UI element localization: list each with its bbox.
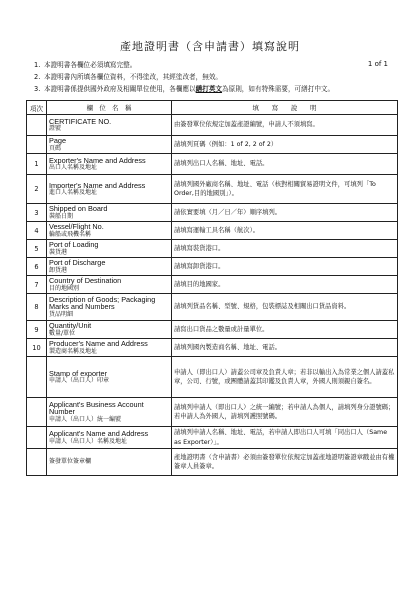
field-name-chinese: 證號 [49,125,62,133]
field-name-cell [47,222,172,240]
field-name-chinese: 申請人（出口人）名稱及地址 [49,437,128,445]
field-name-cell [47,175,172,204]
field-name-cell [47,240,172,258]
table-row [27,240,398,258]
field-name-english: Description of Goods; Packaging Marks and Numbers [49,294,156,312]
field-name-chinese: 貨品明細 [49,310,74,318]
table-row [27,222,398,240]
field-name-cell [47,115,172,136]
fill-instruction: 請填列貨品名稱、型號、規格，包裝標誌及相關出口貨品資料。 [172,294,398,321]
field-name-chinese: 申請人（出口人）印章 [49,377,110,385]
fill-instruction: 請依實要填（月／日／年）順序填列。 [172,204,398,222]
field-name-cell [47,449,172,476]
page-title: 產地證明書（含申請書）填寫說明 [120,40,300,53]
row-number [27,427,47,449]
field-name-english: Country of Destination [49,276,122,285]
field-name-english: Applicant's Business Account Number [49,399,144,417]
instruction-table [26,100,398,476]
table-row [27,294,398,321]
row-number: 8 [27,294,47,321]
table-row [27,449,398,476]
row-number: 10 [27,339,47,357]
fill-instruction: 請填列國內製造商名稱、地址、電話。 [172,339,398,357]
field-name-english: Importer's Name and Address [49,180,146,190]
table-row [27,154,398,175]
field-name-english: Stamp of exporter [49,368,107,378]
table-row [27,115,398,136]
instruction-3: 3. 本證明書係提供國外政府及相關單位使用，各欄應以繕打英文為原則，如有特殊需要，可繕打中文。 [34,85,335,93]
field-name-chinese: 申請人（出口人）統一編號 [49,415,122,423]
field-name-chinese: 數量/單位 [49,329,76,337]
fill-instruction: 請填列申請人名稱、地址、電話，若申請人即出口人可填「同出口人（Same as Exporter）」。 [172,427,398,449]
fill-instruction: 請填列頁碼（例如：1 of 2, 2 of 2） [172,136,398,154]
emphasis-text: 繕打英文 [195,85,223,93]
fill-instruction: 請填列國外廠商名稱、地址、電話（核對相關貿易證明文件，可填列「To Order,目的地國別」）。 [172,175,398,204]
fill-instruction: 由簽發單位依規定加蓋產證編號，申請人不須填寫。 [172,115,398,136]
instruction-2: 2. 本證明書內所填各欄位資料，不得塗改，其經塗改者，無效。 [34,73,223,81]
field-name-chinese: 裝貨港 [49,248,68,256]
field-name-chinese: 裝船日期 [49,212,74,220]
field-name-chinese: 出口人名稱及地址 [49,164,98,172]
table-row [27,276,398,294]
field-name-english: Vessel/Flight No. [49,222,104,231]
table-row [27,339,398,357]
table-row [27,398,398,427]
fill-instruction: 請填寫卸貨港口。 [172,258,398,276]
field-name-chinese: 輪船或飛機名稱 [49,230,92,238]
row-number: 6 [27,258,47,276]
page-indicator: 1 of 1 [367,60,388,68]
field-name-english: Producer's Name and Address [49,339,148,348]
table-row [27,258,398,276]
row-number [27,357,47,398]
row-number [27,449,47,476]
row-number: 9 [27,321,47,339]
field-name-english: Port of Loading [49,240,99,249]
field-name-cell [47,136,172,154]
fill-instruction: 請填列出口人名稱、地址、電話。 [172,154,398,175]
field-name-cell [47,357,172,398]
row-number: 3 [27,204,47,222]
table-row [27,175,398,204]
field-name-cell [47,321,172,339]
fill-instruction: 請寫出口貨品之數量或計量單位。 [172,321,398,339]
row-number: 2 [27,175,47,204]
field-name-cell [47,339,172,357]
field-name-english: Shipped on Board [49,204,108,213]
field-name-chinese: 進口人名稱及地址 [49,189,98,197]
table-row [27,357,398,398]
row-number [27,136,47,154]
field-name-english: Quantity/Unit [49,321,92,330]
field-name-english: Applicant's Name and Address [49,429,149,438]
field-name-cell [47,398,172,427]
table-row [27,204,398,222]
table-header-row [27,101,398,115]
field-name-cell [47,204,172,222]
table-row [27,136,398,154]
row-number: 1 [27,154,47,175]
field-name-cell [47,276,172,294]
row-number: 7 [27,276,47,294]
row-number: 4 [27,222,47,240]
fill-instruction: 請填寫裝貨港口。 [172,240,398,258]
field-name-chinese: 製造商名稱及地址 [49,347,98,355]
row-number [27,398,47,427]
fill-instruction: 請填列申請人（即出口人）之統一編號；若申請人為個人，請填列身分證號碼；若申請人為外國人，請填列護照號碼。 [172,398,398,427]
fill-instruction: 申請人（即出口人）請蓋公司章及負責人章；若非以輸出入為常業之個人請蓋私章，公司、行號，或團體請蓋其印鑑及負責人章，外國人則須親自簽名。 [172,357,398,398]
field-name-cell [47,258,172,276]
fill-instruction: 產地證明書（含申請書）必須由簽發單位依規定加蓋產地證明簽證章戳並由有權簽章人員簽章。 [172,449,398,476]
header-field: 欄 位 名 稱 [47,101,172,115]
fill-instruction: 請填目的地國家。 [172,276,398,294]
row-number [27,115,47,136]
fill-instruction: 請填寫運輸工具名稱（航次）。 [172,222,398,240]
field-name-english: CERTIFICATE NO. [49,116,112,126]
table-row [27,427,398,449]
instruction-1: 1. 本證明書各欄位必須填寫完整。 [34,61,137,69]
field-name-chinese: 目的地國別 [49,284,80,292]
field-name-chinese: 頁碼 [49,144,62,152]
field-name-english: Page [49,136,67,145]
field-name-chinese: 卸貨港 [49,266,68,274]
field-name-english: Port of Discharge [49,258,106,267]
row-number: 5 [27,240,47,258]
field-name-chinese: 簽發單位簽章欄 [49,458,92,466]
field-name-cell [47,427,172,449]
header-no: 項次 [27,101,47,115]
table-row [27,321,398,339]
field-name-english: Exporter's Name and Address [49,155,146,165]
field-name-cell [47,294,172,321]
field-name-cell [47,154,172,175]
header-instruction: 填 寫 說 明 [172,101,398,115]
